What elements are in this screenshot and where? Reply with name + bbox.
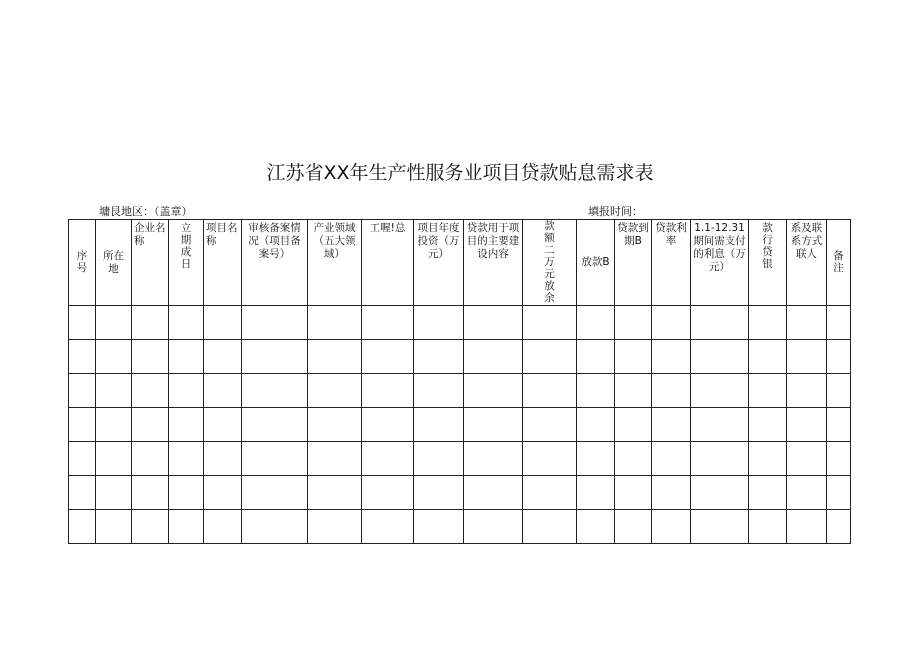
table-cell[interactable]	[69, 306, 96, 340]
table-cell[interactable]	[308, 476, 362, 510]
table-cell[interactable]	[691, 476, 749, 510]
header-cell: 所在地	[96, 220, 132, 306]
table-cell[interactable]	[615, 510, 652, 544]
table-cell[interactable]	[523, 408, 577, 442]
table-cell[interactable]	[96, 374, 132, 408]
table-cell[interactable]	[204, 510, 242, 544]
table-cell[interactable]	[464, 408, 523, 442]
table-cell[interactable]	[652, 340, 691, 374]
table-cell[interactable]	[169, 374, 204, 408]
table-cell[interactable]	[69, 340, 96, 374]
table-cell[interactable]	[132, 374, 169, 408]
table-cell[interactable]	[414, 374, 464, 408]
table-cell[interactable]	[787, 442, 827, 476]
table-cell[interactable]	[523, 340, 577, 374]
table-cell[interactable]	[362, 476, 414, 510]
document-title: 江苏省XX年生产性服务业项目贷款贴息需求表	[266, 162, 654, 184]
table-cell[interactable]	[615, 374, 652, 408]
table-cell[interactable]	[749, 476, 787, 510]
table-cell[interactable]	[308, 306, 362, 340]
table-cell[interactable]	[414, 306, 464, 340]
table-cell[interactable]	[749, 340, 787, 374]
table-cell[interactable]	[827, 306, 851, 340]
table-cell[interactable]	[691, 306, 749, 340]
table-cell[interactable]	[96, 408, 132, 442]
table-row	[69, 340, 851, 374]
table-cell[interactable]	[749, 510, 787, 544]
table-cell[interactable]	[523, 442, 577, 476]
table-cell[interactable]	[242, 476, 308, 510]
table-cell[interactable]	[577, 442, 615, 476]
table-cell[interactable]	[308, 510, 362, 544]
table-cell[interactable]	[132, 306, 169, 340]
header-cell: 立期成日	[169, 220, 204, 306]
table-cell[interactable]	[69, 408, 96, 442]
header-cell: 贷款利率	[652, 220, 691, 306]
table-row	[69, 510, 851, 544]
table-cell[interactable]	[464, 340, 523, 374]
header-cell: 备注	[827, 220, 851, 306]
table-cell[interactable]	[749, 442, 787, 476]
header-cell: 贷款到期B	[615, 220, 652, 306]
table-cell[interactable]	[362, 442, 414, 476]
table-cell[interactable]	[577, 374, 615, 408]
table-cell[interactable]	[827, 476, 851, 510]
table-cell[interactable]	[132, 476, 169, 510]
header-cell: 贷款用于项目的主要建设内容	[464, 220, 523, 306]
table-cell[interactable]	[577, 476, 615, 510]
table-cell[interactable]	[169, 476, 204, 510]
table-cell[interactable]	[827, 408, 851, 442]
table-cell[interactable]	[132, 442, 169, 476]
table-cell[interactable]	[523, 510, 577, 544]
region-label: 墉艮地区：（盖章）	[99, 205, 193, 218]
table-cell[interactable]	[691, 442, 749, 476]
table-cell[interactable]	[132, 408, 169, 442]
table-cell[interactable]	[464, 476, 523, 510]
table-cell[interactable]	[132, 340, 169, 374]
table-cell[interactable]	[615, 408, 652, 442]
table-cell[interactable]	[414, 442, 464, 476]
table-cell[interactable]	[827, 374, 851, 408]
table-cell[interactable]	[308, 374, 362, 408]
table-cell[interactable]	[69, 442, 96, 476]
table-cell[interactable]	[691, 340, 749, 374]
header-cell: 1.1-12.31期间需支付的利息（万元）	[691, 220, 749, 306]
header-cell: 款行贷银	[749, 220, 787, 306]
table-cell[interactable]	[169, 340, 204, 374]
table-cell[interactable]	[414, 510, 464, 544]
table-cell[interactable]	[652, 374, 691, 408]
table-cell[interactable]	[787, 408, 827, 442]
table-cell[interactable]	[652, 408, 691, 442]
header-row	[69, 220, 851, 306]
header-cell: 审核备案情况（项目备案号）	[242, 220, 308, 306]
table-row	[69, 476, 851, 510]
table-cell[interactable]	[577, 408, 615, 442]
table-row	[69, 306, 851, 340]
table-cell[interactable]	[577, 306, 615, 340]
date-label: 填报时间：	[588, 205, 643, 218]
table-cell[interactable]	[362, 374, 414, 408]
table-cell[interactable]	[691, 374, 749, 408]
table-cell[interactable]	[464, 374, 523, 408]
table-cell[interactable]	[749, 306, 787, 340]
table-cell[interactable]	[362, 306, 414, 340]
table-cell[interactable]	[691, 510, 749, 544]
table-cell[interactable]	[204, 374, 242, 408]
table-cell[interactable]	[615, 442, 652, 476]
table-cell[interactable]	[242, 442, 308, 476]
table-cell[interactable]	[169, 510, 204, 544]
table-cell[interactable]	[827, 340, 851, 374]
table-cell[interactable]	[749, 408, 787, 442]
table-cell[interactable]	[132, 510, 169, 544]
table-row	[69, 374, 851, 408]
header-cell: 序号	[69, 220, 96, 306]
table-cell[interactable]	[787, 306, 827, 340]
table-cell[interactable]	[308, 442, 362, 476]
table-cell[interactable]	[652, 306, 691, 340]
table-cell[interactable]	[615, 476, 652, 510]
table-cell[interactable]	[204, 408, 242, 442]
header-cell: 系及联系方式联人	[787, 220, 827, 306]
table-cell[interactable]	[523, 306, 577, 340]
table-cell[interactable]	[577, 510, 615, 544]
table-cell[interactable]	[242, 408, 308, 442]
table-cell[interactable]	[204, 340, 242, 374]
table-cell[interactable]	[204, 476, 242, 510]
table-cell[interactable]	[204, 442, 242, 476]
header-cell: 款额二万元放余	[523, 220, 577, 306]
table-cell[interactable]	[464, 306, 523, 340]
table-cell[interactable]	[69, 374, 96, 408]
table-cell[interactable]	[69, 476, 96, 510]
table-cell[interactable]	[464, 510, 523, 544]
table-cell[interactable]	[242, 374, 308, 408]
table-cell[interactable]	[827, 510, 851, 544]
table-cell[interactable]	[787, 374, 827, 408]
table-cell[interactable]	[414, 408, 464, 442]
table-cell[interactable]	[577, 340, 615, 374]
table-cell[interactable]	[308, 340, 362, 374]
table-cell[interactable]	[96, 340, 132, 374]
table-cell[interactable]	[169, 306, 204, 340]
header-cell: 产业领域（五大领域）	[308, 220, 362, 306]
table-cell[interactable]	[464, 442, 523, 476]
table-cell[interactable]	[96, 442, 132, 476]
table-cell[interactable]	[242, 510, 308, 544]
table-cell[interactable]	[787, 340, 827, 374]
table-cell[interactable]	[362, 340, 414, 374]
table-cell[interactable]	[96, 476, 132, 510]
table-cell[interactable]	[749, 374, 787, 408]
table-cell[interactable]	[242, 340, 308, 374]
table-cell[interactable]	[308, 408, 362, 442]
table-cell[interactable]	[204, 306, 242, 340]
table-cell[interactable]	[523, 476, 577, 510]
header-cell: 工喔!总	[362, 220, 414, 306]
table-row	[69, 408, 851, 442]
table-cell[interactable]	[691, 408, 749, 442]
subsidy-table	[68, 219, 851, 544]
table-cell[interactable]	[69, 510, 96, 544]
table-cell[interactable]	[652, 476, 691, 510]
table-cell[interactable]	[362, 408, 414, 442]
header-cell: 项目名称	[204, 220, 242, 306]
header-cell: 项目年度投资（万元）	[414, 220, 464, 306]
table-cell[interactable]	[414, 340, 464, 374]
table-cell[interactable]	[96, 510, 132, 544]
table-cell[interactable]	[787, 476, 827, 510]
table-cell[interactable]	[242, 306, 308, 340]
table-cell[interactable]	[414, 476, 464, 510]
table-cell[interactable]	[652, 510, 691, 544]
table-cell[interactable]	[652, 442, 691, 476]
table-cell[interactable]	[362, 510, 414, 544]
table-cell[interactable]	[615, 340, 652, 374]
table-cell[interactable]	[827, 442, 851, 476]
table-cell[interactable]	[169, 408, 204, 442]
table-cell[interactable]	[169, 442, 204, 476]
table-row	[69, 442, 851, 476]
header-cell: 放款B	[577, 220, 615, 306]
table-cell[interactable]	[96, 306, 132, 340]
header-cell: 企业名称	[132, 220, 169, 306]
table-cell[interactable]	[615, 306, 652, 340]
table-cell[interactable]	[787, 510, 827, 544]
table-cell[interactable]	[523, 374, 577, 408]
